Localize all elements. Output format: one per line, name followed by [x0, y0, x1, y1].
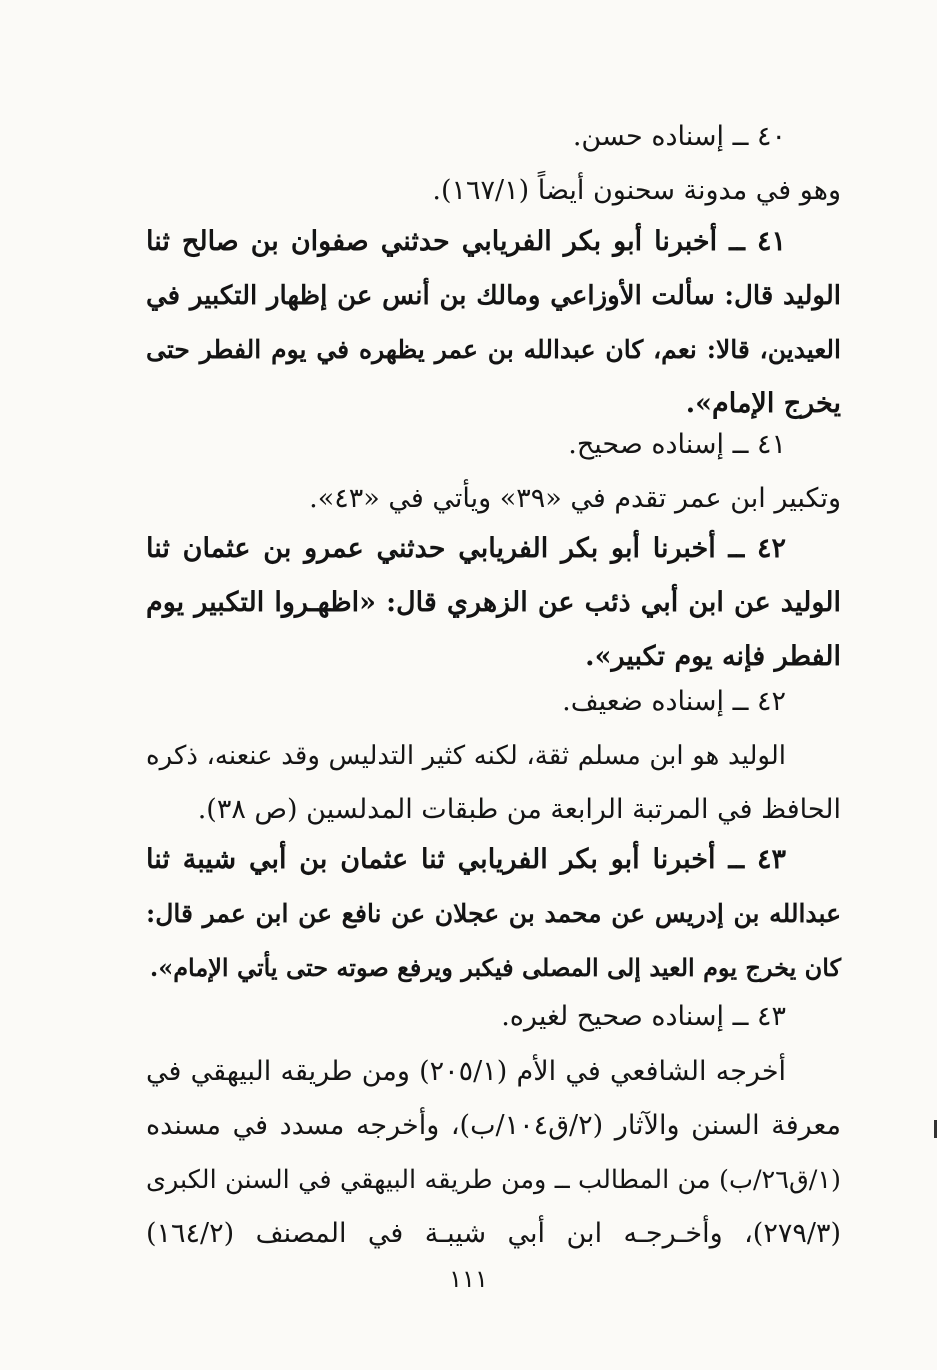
text-line: الوليد عن ابن أبي ذئب عن الزهري قال: «اظهـروا التكبير يوم [146, 587, 841, 618]
text-line: الفطر فإنه يوم تكبير». [585, 641, 841, 672]
takhrij-43 [146, 1045, 841, 1261]
text-line: العيدين، قالا: نعم، كان عبدالله بن عمر يظهره في يوم الفطر حتى [146, 335, 841, 364]
text-line: ٤٠ ــ إسناده حسن. [572, 121, 786, 152]
text-line: كان يخرج يوم العيد إلى المصلى فيكبر ويرفع صوته حتى يأتي الإمام». [149, 953, 841, 982]
text-line: ٤٢ ــ أخبرنا أبو بكر الفريابي حدثني عمرو بن عثمان ثنا [146, 533, 786, 564]
text-line: معرفة السنن والآثار (٢/ق١٠٤/ب)، وأخرجه مسدد في مسنده [146, 1110, 841, 1141]
commentary-41 [146, 418, 841, 526]
text-line: وتكبير ابن عمر تقدم في «٣٩» ويأتي في «٤٣». [309, 483, 841, 514]
text-line: ٤١ ــ أخبرنا أبو بكر الفريابي حدثني صفوان بن صالح ثنا [146, 226, 786, 257]
text-line: (٢٧٩/٣)، وأخـرجـه ابن أبي شيبـة في المصنف (١٦٤/٢) [146, 1218, 841, 1249]
text-line: الوليد هو ابن مسلم ثقة، لكنه كثير التدليس وقد عنعنه، ذكره [146, 741, 786, 771]
text-line: الحافظ في المرتبة الرابعة من طبقات المدلسين (ص ٣٨). [197, 794, 841, 825]
text-line: (١/ق٢٦/ب) من المطالب ــ ومن طريقه البيهقي في السنن الكبرى [146, 1165, 841, 1195]
text-line: ٤١ ــ إسناده صحيح. [568, 429, 786, 460]
hadith-43 [146, 833, 841, 995]
text-line: ٤٣ ــ أخبرنا أبو بكر الفريابي ثنا عثمان بن أبي شيبة ثنا [146, 844, 786, 875]
text-line: يخرج الإمام». [685, 388, 841, 419]
page-number: ١١١ [449, 1265, 488, 1293]
text-line: ٤٣ ــ إسناده صحيح لغيره. [501, 1001, 786, 1032]
commentary-42 [146, 675, 841, 837]
hadith-41 [146, 215, 841, 431]
commentary-40 [146, 110, 841, 218]
text-line: ٤٢ ــ إسناده ضعيف. [562, 686, 786, 717]
text-line: أخرجه الشافعي في الأم (٢٠٥/١) ومن طريقه البيهقي في [146, 1056, 787, 1087]
text-line: وهو في مدونة سحنون أيضاً (١٦٧/١). [432, 175, 841, 206]
text-line: الوليد قال: سألت الأوزاعي ومالك بن أنس عن إظهار التكبير في [146, 281, 841, 311]
text-line: عبدالله بن إدريس عن محمد بن عجلان عن نافع عن ابن عمر قال: [146, 899, 841, 928]
hadith-42 [146, 522, 841, 684]
commentary-43 [146, 990, 841, 1044]
